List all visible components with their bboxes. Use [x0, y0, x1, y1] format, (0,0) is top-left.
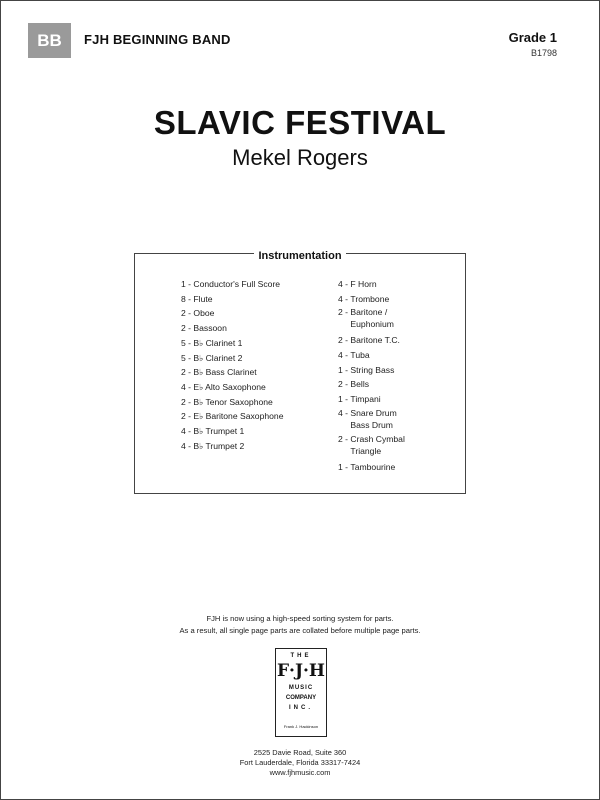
instrument-item: 4 - B♭ Trumpet 1 — [181, 424, 331, 439]
instrument-quantity: 2 — [338, 379, 343, 390]
instrument-quantity: 5 — [181, 337, 186, 348]
instrument-item: 2 - Crash Cymbal Triangle — [338, 434, 405, 457]
instrument-item: 5 - B♭ Clarinet 2 — [181, 351, 331, 366]
instrument-name: Crash Cymbal Triangle — [350, 434, 405, 457]
instrument-quantity: 1 — [181, 279, 186, 289]
instrument-quantity: 2 — [181, 323, 186, 334]
series-name: FJH BEGINNING BAND — [84, 32, 231, 47]
instrumentation-box — [134, 250, 466, 494]
instrument-name: Trombone — [350, 293, 390, 304]
sorting-note — [0, 613, 600, 637]
grade-label: Grade 1 — [508, 30, 557, 45]
instrument-item: 4 - Trombone — [338, 292, 458, 307]
instrument-item: 1 - Tambourine — [338, 460, 458, 475]
logo-letters: F·J·H — [276, 661, 325, 681]
sorting-note-line-2: As a result, all single page parts are collated before multiple page parts. — [179, 626, 421, 635]
sorting-note-line-1: FJH is now using a high-speed sorting system for parts. — [206, 614, 394, 623]
instrument-name: Baritone / Euphonium — [350, 307, 394, 330]
instrument-item: 8 - Flute — [181, 292, 331, 307]
instrument-quantity: 4 — [181, 440, 186, 451]
instrumentation-heading: Instrumentation — [254, 250, 345, 262]
instrument-item: 4 - B♭ Trumpet 2 — [181, 439, 331, 454]
instrumentation-heading-wrap — [135, 246, 465, 264]
instrument-quantity: 2 — [338, 307, 343, 318]
instrument-quantity: 2 — [338, 335, 343, 346]
instrument-name: Oboe — [193, 308, 215, 319]
instrument-item: 2 - Oboe — [181, 306, 331, 321]
instrument-item: 4 - Tuba — [338, 348, 458, 363]
instrument-item: 4 - F Horn — [338, 277, 458, 292]
instrument-quantity: 4 — [338, 279, 343, 289]
instrument-quantity: 4 — [338, 293, 343, 304]
instrument-list-left — [181, 277, 331, 453]
instrument-item: 2 - B♭ Bass Clarinet — [181, 365, 331, 380]
instrument-item: 5 - B♭ Clarinet 1 — [181, 336, 331, 351]
instrument-item: 2 - E♭ Baritone Saxophone — [181, 409, 331, 424]
address-line-3: www.fjhmusic.com — [269, 768, 331, 777]
instrument-quantity: 4 — [181, 426, 186, 437]
instrument-item: 1 - Conductor's Full Score — [181, 277, 331, 292]
instrument-item: 4 - Snare Drum Bass Drum — [338, 407, 397, 430]
instrument-quantity: 1 — [338, 461, 343, 472]
instrument-name: B♭ Clarinet 2 — [193, 352, 243, 363]
piece-title: SLAVIC FESTIVAL — [153, 104, 447, 141]
instrument-name: Flute — [193, 293, 213, 304]
series-badge: BB — [28, 23, 71, 58]
instrument-quantity: 2 — [181, 308, 186, 319]
instrument-item: 1 - String Bass — [338, 363, 458, 378]
logo-company: COMPANY — [285, 695, 317, 701]
logo-music: MUSIC — [288, 685, 314, 691]
instrument-name: String Bass — [350, 364, 395, 375]
instrument-name: F Horn — [350, 279, 377, 289]
composer-name: Mekel Rogers — [232, 145, 368, 170]
instrument-name: B♭ Tenor Saxophone — [193, 396, 273, 407]
instrument-name: Tambourine — [350, 461, 396, 472]
instrument-name: Timpani — [350, 393, 381, 404]
instrument-name: B♭ Trumpet 1 — [193, 426, 245, 437]
instrument-quantity: 4 — [338, 407, 343, 418]
instrument-item: 2 - Bassoon — [181, 321, 331, 336]
instrument-quantity: 2 — [181, 367, 186, 378]
instrument-name: Snare Drum Bass Drum — [350, 407, 397, 430]
instrument-quantity: 4 — [338, 349, 343, 360]
instrument-quantity: 2 — [181, 411, 186, 422]
instrument-item: 2 - Baritone / Euphonium — [338, 307, 394, 330]
instrument-list-right — [338, 277, 458, 475]
instrument-item: 1 - Timpani — [338, 392, 458, 407]
logo-inc: INC. — [289, 705, 313, 711]
logo-the: THE — [290, 653, 312, 659]
address-line-1: 2525 Davie Road, Suite 360 — [253, 748, 347, 757]
instrument-name: Bassoon — [193, 323, 227, 334]
instrument-quantity: 8 — [181, 293, 186, 304]
instrument-name: B♭ Bass Clarinet — [193, 367, 257, 378]
instrument-quantity: 4 — [181, 381, 186, 392]
instrument-item: 4 - E♭ Alto Saxophone — [181, 380, 331, 395]
instrument-item: 2 - B♭ Tenor Saxophone — [181, 395, 331, 410]
instrument-item: 2 - Bells — [338, 377, 458, 392]
instrument-item: 2 - Baritone T.C. — [338, 333, 458, 348]
instrument-quantity: 2 — [181, 396, 186, 407]
instrument-quantity: 5 — [181, 352, 186, 363]
publisher-logo — [275, 648, 327, 737]
publisher-address — [0, 748, 600, 778]
instrument-name: B♭ Clarinet 1 — [193, 337, 243, 348]
catalog-number: B1798 — [530, 48, 557, 58]
instrument-quantity: 1 — [338, 364, 343, 375]
instrument-quantity: 1 — [338, 393, 343, 404]
instrument-name: Baritone T.C. — [350, 335, 400, 346]
instrument-name: E♭ Baritone Saxophone — [193, 411, 284, 422]
instrument-name: B♭ Trumpet 2 — [193, 440, 245, 451]
instrument-quantity: 2 — [338, 434, 343, 445]
address-line-2: Fort Lauderdale, Florida 33317-7424 — [239, 758, 361, 767]
instrument-name: Conductor's Full Score — [193, 279, 281, 289]
instrument-name: Bells — [350, 379, 370, 390]
instrument-name: Tuba — [350, 349, 370, 360]
instrument-name: E♭ Alto Saxophone — [193, 381, 266, 392]
logo-founder: Frank J. Hackinson — [283, 724, 319, 729]
